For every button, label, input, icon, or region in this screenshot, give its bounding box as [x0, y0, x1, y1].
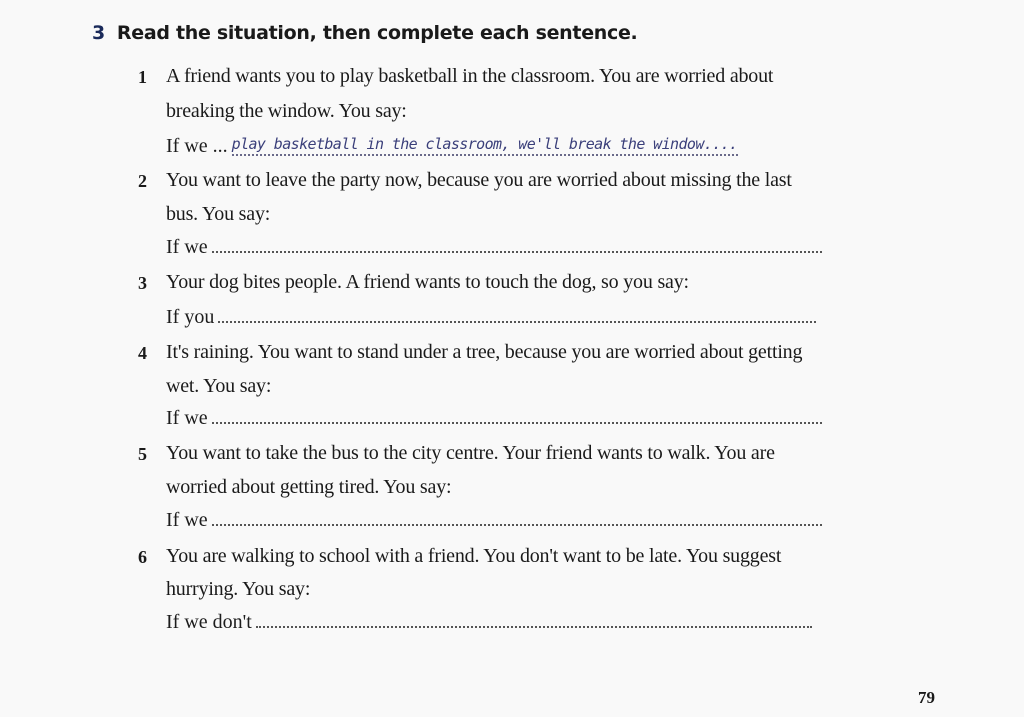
answer-prompt: If we ...: [166, 135, 228, 157]
answer-prompt: If we: [166, 509, 208, 531]
item-text-line: Your dog bites people. A friend wants to touch the dog, so you say:: [166, 271, 689, 293]
answer-prompt: If we don't: [166, 611, 252, 633]
answer-prompt: If we: [166, 407, 208, 429]
item-number: 2: [138, 171, 147, 191]
item-text-line: You want to leave the party now, because you are worried about missing the last: [166, 169, 792, 191]
answer-blank[interactable]: [212, 422, 822, 424]
item-text-line: worried about getting tired. You say:: [166, 476, 452, 498]
item-text-line: A friend wants you to play basketball in the classroom. You are worried about: [166, 65, 774, 87]
handwritten-answer[interactable]: play basketball in the classroom, we'll break the window....: [232, 135, 738, 156]
answer-blank[interactable]: [256, 626, 812, 628]
item-text-line: You want to take the bus to the city centre. Your friend wants to walk. You are: [166, 442, 775, 464]
exercise-instruction: Read the situation, then complete each sentence.: [116, 22, 638, 44]
item-text-line: You are walking to school with a friend. You don't want to be late. You suggest: [166, 545, 782, 567]
item-text-line: hurrying. You say:: [166, 578, 311, 600]
exercise-heading: [92, 22, 637, 44]
item-number: 5: [138, 444, 147, 464]
answer-line: [166, 305, 816, 329]
item-text-line: breaking the window. You say:: [166, 100, 407, 122]
answer-prompt: If we: [166, 236, 208, 258]
answer-blank[interactable]: [218, 321, 816, 323]
item-text-line: It's raining. You want to stand under a tree, because you are worried about getting: [166, 341, 803, 363]
page-number: 79: [918, 688, 935, 707]
item-number: 6: [138, 547, 147, 567]
item-number: 1: [138, 67, 147, 87]
answer-blank[interactable]: [212, 524, 822, 526]
item-text-line: bus. You say:: [166, 203, 271, 225]
answer-line: [166, 406, 822, 430]
item-number: 4: [138, 343, 147, 363]
answer-prompt: If you: [166, 306, 215, 328]
item-text-line: wet. You say:: [166, 375, 272, 397]
answer-line: [166, 508, 822, 532]
answer-line: [166, 610, 812, 634]
answer-line: [166, 134, 738, 158]
answer-blank[interactable]: [212, 251, 822, 253]
exercise-number: 3: [92, 22, 105, 44]
item-number: 3: [138, 273, 147, 293]
answer-line: [166, 235, 822, 259]
